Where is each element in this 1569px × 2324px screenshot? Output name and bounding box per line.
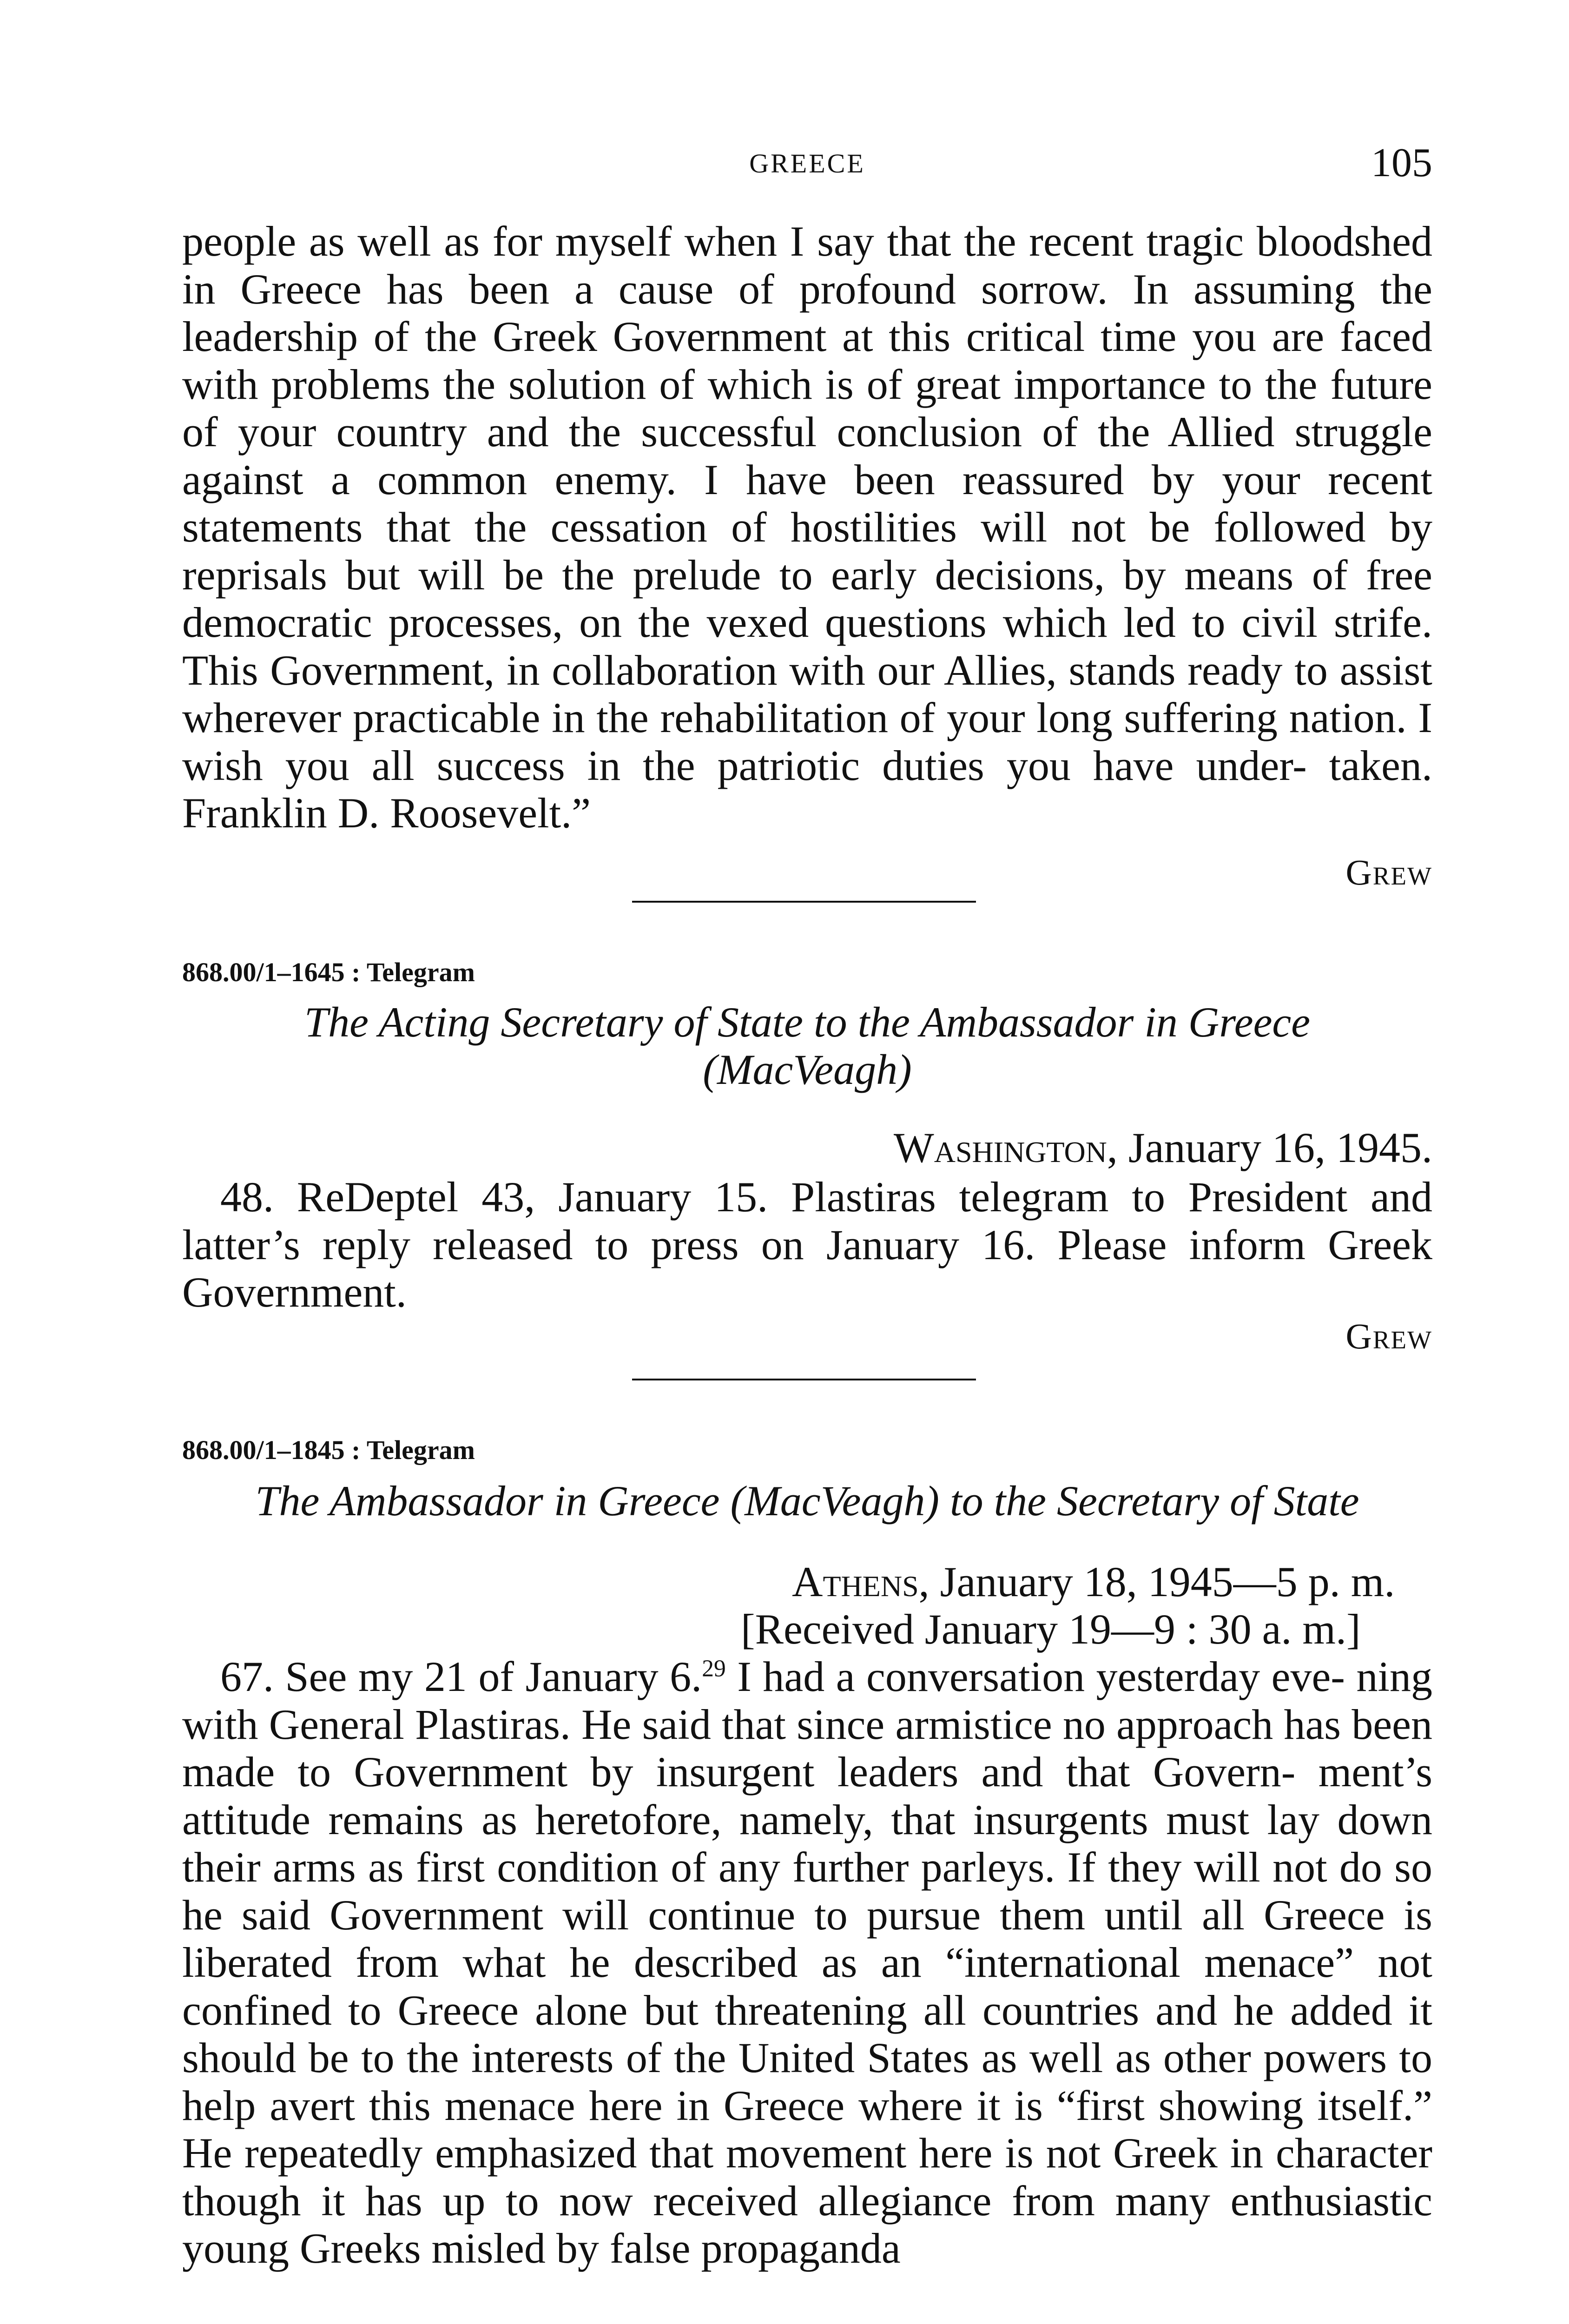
text-line: they will not do so he said Government will continue to pursue them xyxy=(182,1843,1432,1939)
page-number: 105 xyxy=(1371,140,1432,185)
text-line: menace” not confined to Greece alone but threatening all countries xyxy=(182,1939,1432,2034)
text-line: and he added it should be to the interests of the United States as well xyxy=(182,1986,1432,2081)
text-line: from many enthusiastic young Greeks misled by false propaganda xyxy=(182,2177,1432,2272)
telegram-text xyxy=(182,1173,1432,1316)
document-heading-line1: The Acting Secretary of State to the Ambassador in Greece xyxy=(304,998,1311,1046)
received-line: [Received January 19—9 : 30 a. m.] xyxy=(741,1605,1361,1653)
text-line: This Government, in collaboration with our Allies, stands ready to xyxy=(182,646,1328,694)
signature-grew-1: Grew xyxy=(1345,852,1432,892)
dateline-place: Washington xyxy=(893,1124,1107,1171)
section-divider xyxy=(632,1379,976,1380)
text-line: against a common enemy. I have been reassured by your recent xyxy=(182,456,1432,503)
text-line: nation. I wish you all success in the patriotic duties you have under- xyxy=(182,694,1433,789)
section-divider xyxy=(632,901,976,903)
text-line: I had a conversation yesterday eve- xyxy=(725,1653,1345,1700)
text-line: with problems the solution of which is of great importance to the future xyxy=(182,360,1432,408)
running-head xyxy=(182,139,1432,191)
telegram-body-48 xyxy=(182,1173,1432,1316)
telegram-body-67 xyxy=(182,1653,1432,2272)
dateline xyxy=(792,1558,1395,1605)
text-line: 48. ReDeptel 43, January 15. Plastiras telegram to President and xyxy=(220,1173,1432,1221)
text-line: lay down their arms as first condition of any further parleys. If xyxy=(182,1796,1432,1891)
text-line: latter’s reply released to press on January 16. Please inform Greek xyxy=(182,1221,1432,1268)
text-line: leadership of the Greek Government at this critical time you are faced xyxy=(182,313,1432,360)
continuation-text xyxy=(182,218,1432,837)
dateline-date: , January 18, 1945—5 p. m. xyxy=(918,1558,1395,1605)
text-line: of your country and the successful conclusion of the Allied struggle xyxy=(182,408,1432,456)
text-line: ment’s attitude remains as heretofore, namely, that insurgents must xyxy=(182,1748,1433,1843)
text-line: in Greece has been a cause of profound sorrow. In assuming the xyxy=(182,265,1432,313)
text-line: is not Greek in character though it has up to now received allegiance xyxy=(182,2129,1432,2225)
document-heading-line2: (MacVeagh) xyxy=(703,1046,912,1093)
dateline-place: Athens xyxy=(792,1558,919,1605)
document-heading: The Ambassador in Greece (MacVeagh) to the Secretary of State xyxy=(255,1477,1359,1525)
text-line: people as well as for myself when I say that the recent tragic bloodshed xyxy=(182,218,1432,265)
continuation-paragraph xyxy=(182,218,1432,837)
text-line: taken. Franklin D. Roosevelt.” xyxy=(182,741,1432,837)
document-reference: 868.00/1–1645 : Telegram xyxy=(182,957,475,987)
text-line: assist wherever practicable in the rehabilitation of your long suffering xyxy=(182,646,1432,741)
text-line: ning with General Plastiras. He said that since armistice no approach xyxy=(182,1653,1432,1748)
running-title: GREECE xyxy=(749,148,865,178)
footnote-reference[interactable]: 29 xyxy=(702,1655,726,1682)
text-line: Government. xyxy=(182,1268,407,1316)
text-line: has been made to Government by insurgent leaders and that Govern- xyxy=(182,1700,1432,1796)
dateline xyxy=(894,1124,1432,1171)
signature-grew-2: Grew xyxy=(1345,1316,1432,1356)
text-line: 67. See my 21 of January 6. xyxy=(220,1653,702,1700)
text-line: reprisals but will be the prelude to early decisions, by means of free xyxy=(182,551,1432,599)
text-line: until all Greece is liberated from what he described as an “international xyxy=(182,1891,1432,1986)
text-line: democratic processes, on the vexed questions which led to civil strife. xyxy=(182,599,1432,646)
text-line: statements that the cessation of hostilities will not be followed by xyxy=(182,503,1432,551)
text-line: as other powers to help avert this menace here in Greece where it is xyxy=(182,2034,1432,2129)
telegram-text xyxy=(182,1653,1432,2272)
document-reference: 868.00/1–1845 : Telegram xyxy=(182,1435,475,1465)
dateline-date: , January 16, 1945. xyxy=(1107,1124,1432,1171)
text-line: “first showing itself.” He repeatedly emphasized that movement here xyxy=(182,2081,1433,2177)
